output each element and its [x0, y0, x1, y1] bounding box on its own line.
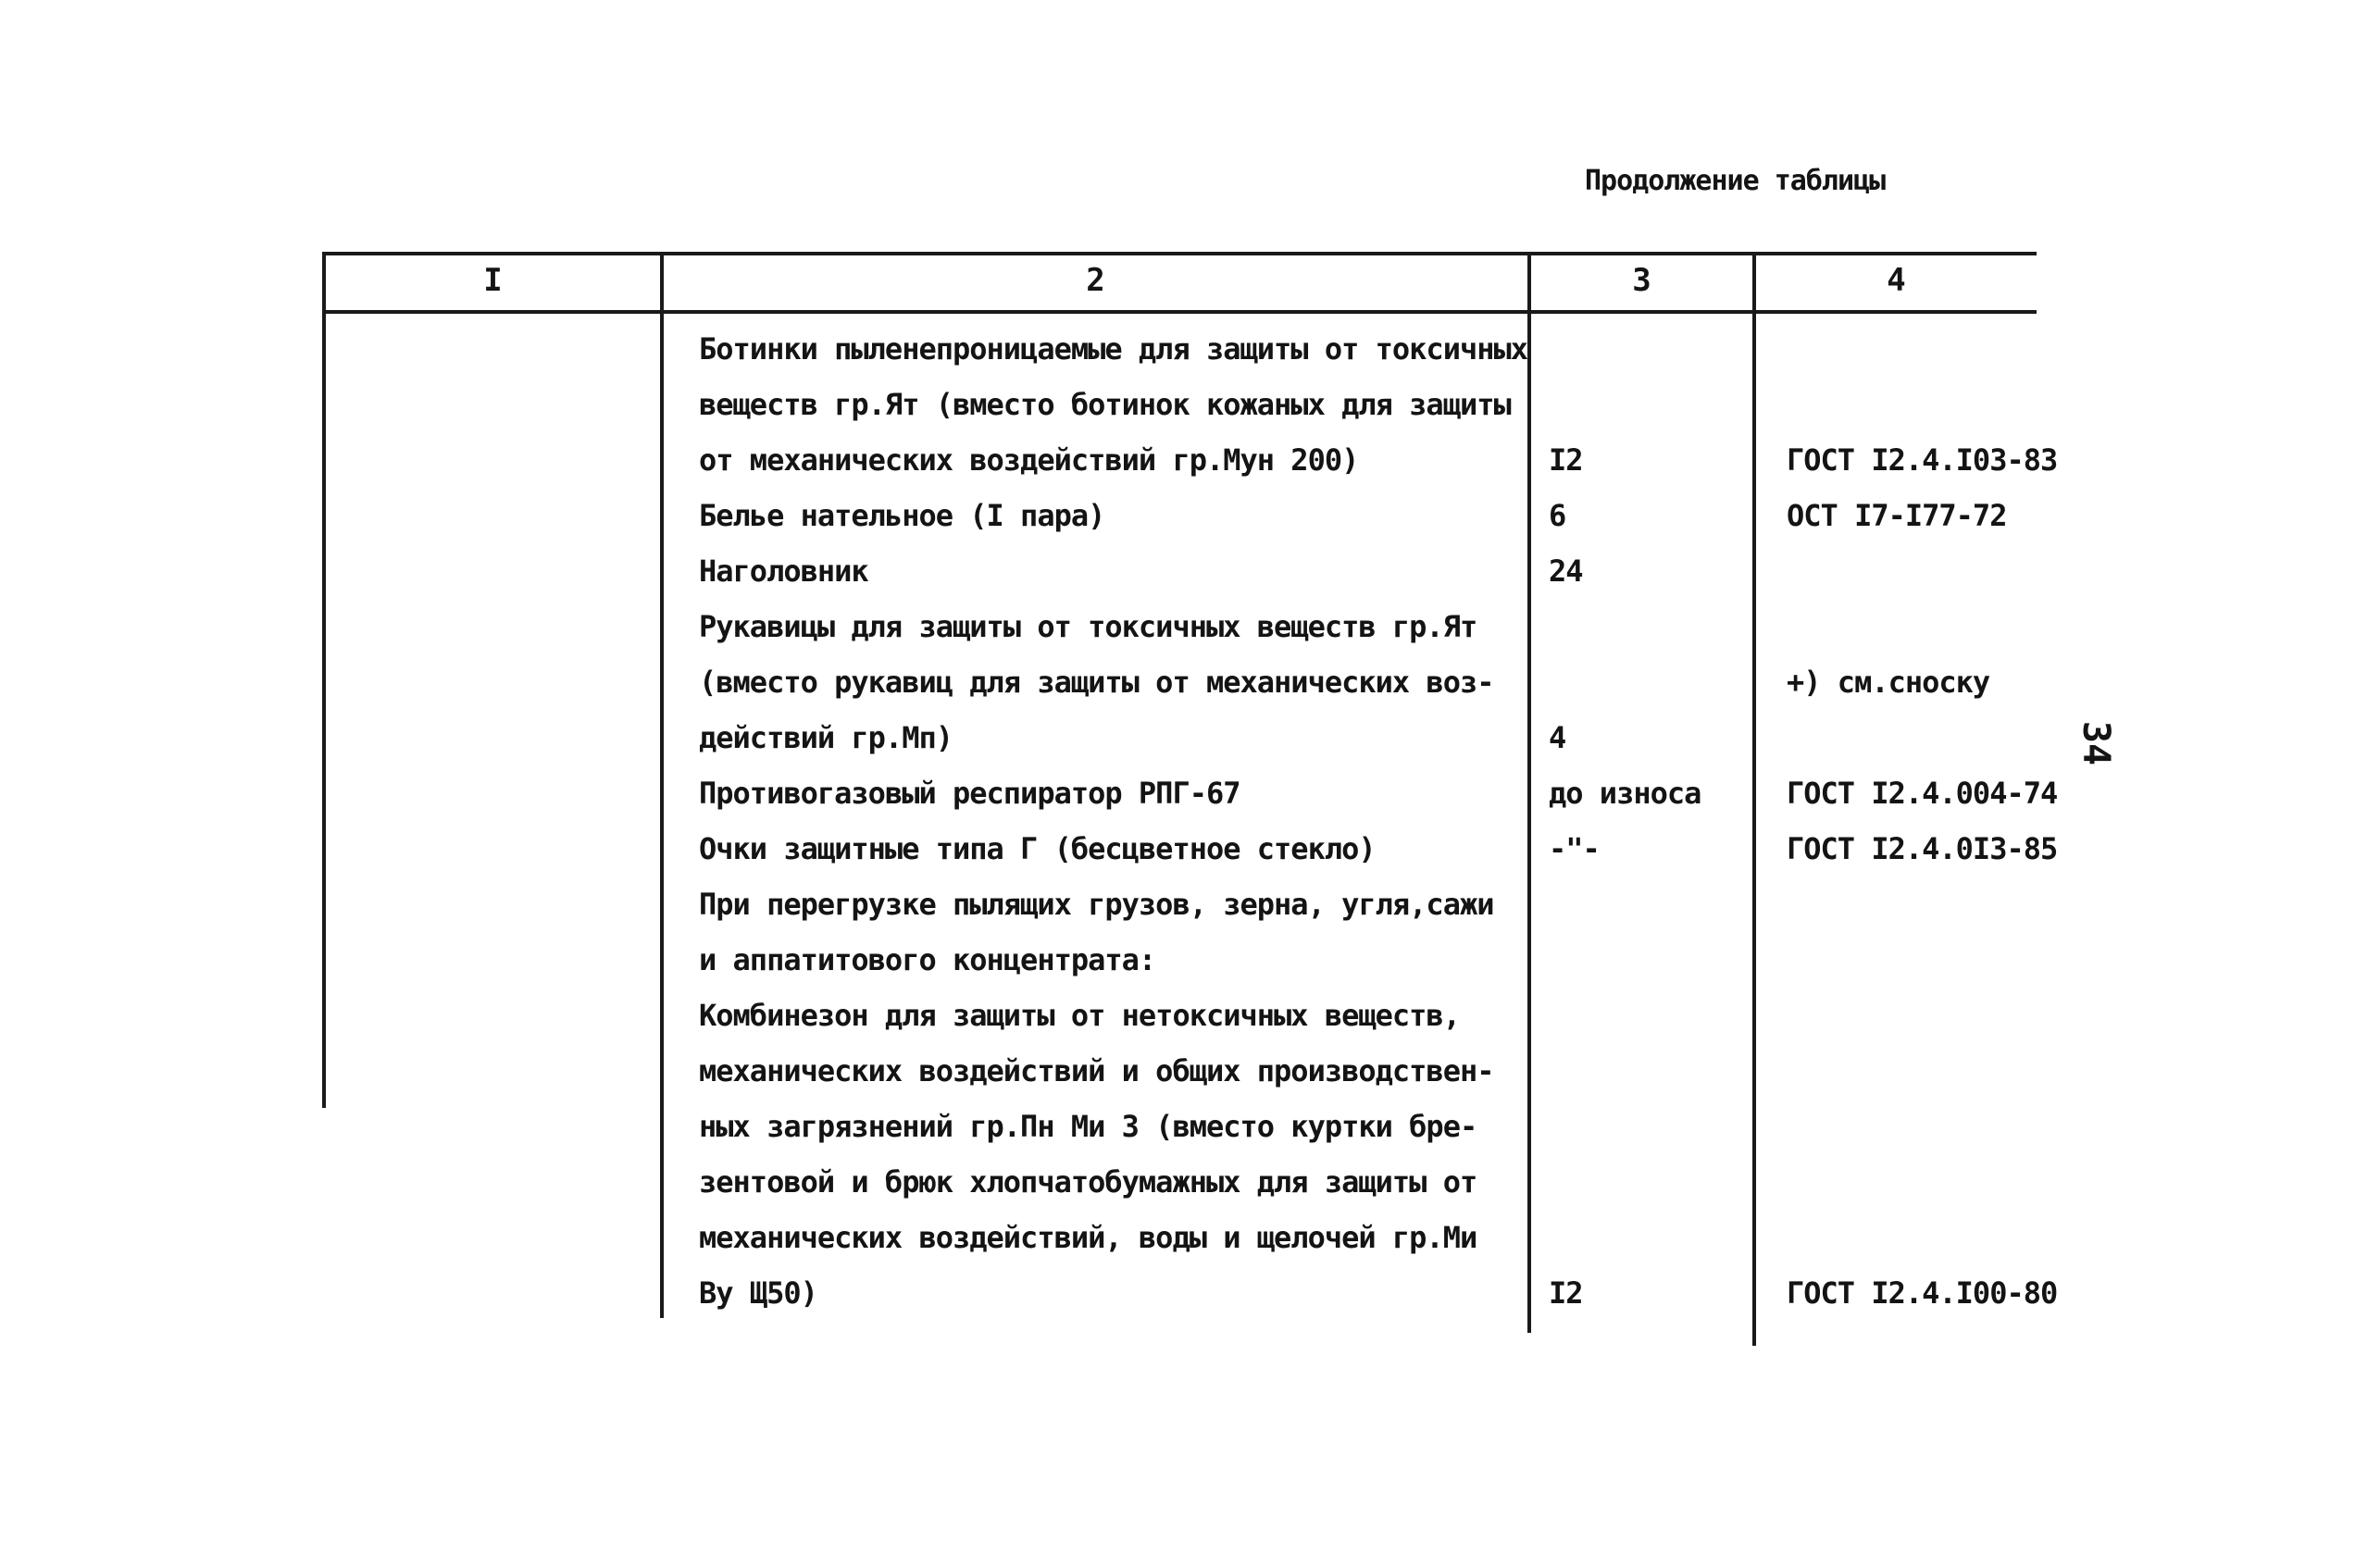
table-row: [0, 488, 2380, 543]
header-bottom-rule: [324, 310, 2037, 314]
table-row: [0, 765, 2380, 821]
table-row: [0, 599, 2380, 654]
qty-cell: I2: [1549, 1275, 1583, 1311]
standard-cell: ОСТ I7-I77-72: [1787, 498, 2007, 533]
item-cell: Белье нательное (I пара): [699, 498, 1105, 533]
item-cell: При перегрузке пылящих грузов, зерна, угля,сажи: [699, 887, 1494, 922]
table-row: [0, 377, 2380, 432]
item-cell: Ву Щ50): [699, 1275, 817, 1311]
qty-cell: I2: [1549, 442, 1583, 478]
standard-cell: ГОСТ I2.4.I00-80: [1787, 1275, 2058, 1311]
item-cell: Противогазовый респиратор РПГ-67: [699, 776, 1240, 811]
qty-cell: 4: [1549, 720, 1566, 755]
table-top-rule: [324, 252, 2037, 255]
table-row: [0, 1043, 2380, 1099]
table-row: [0, 654, 2380, 710]
column-header-4: 4: [1887, 262, 1906, 299]
qty-cell: -"-: [1549, 831, 1600, 866]
item-cell: веществ гр.Ят (вместо ботинок кожаных для защиты: [699, 387, 1511, 422]
standard-cell: ГОСТ I2.4.004-74: [1787, 776, 2058, 811]
item-cell: Очки защитные типа Г (бесцветное стекло): [699, 831, 1376, 866]
standard-cell: ГОСТ I2.4.0I3-85: [1787, 831, 2058, 866]
qty-cell: до износа: [1549, 776, 1701, 811]
column-header-3: 3: [1632, 262, 1651, 299]
item-cell: (вместо рукавиц для защиты от механических воз-: [699, 665, 1494, 700]
qty-cell: 24: [1549, 553, 1583, 589]
table-row: [0, 321, 2380, 377]
continuation-heading: Продолжение таблицы: [1585, 165, 1886, 197]
table-row: [0, 877, 2380, 932]
item-cell: действий гр.Мп): [699, 720, 953, 755]
column-header-2: 2: [1086, 262, 1105, 299]
table-row: [0, 1099, 2380, 1154]
column-header-1: I: [483, 262, 503, 299]
item-cell: и аппатитового концентрата:: [699, 942, 1156, 977]
qty-cell: 6: [1549, 498, 1566, 533]
page-number: 34: [2075, 720, 2118, 766]
table-row: [0, 932, 2380, 988]
item-cell: Наголовник: [699, 553, 868, 589]
item-cell: механических воздействий, воды и щелочей гр.Ми: [699, 1220, 1477, 1255]
item-cell: ных загрязнений гр.Пн Ми З (вместо куртки бре-: [699, 1109, 1477, 1144]
table-row: [0, 543, 2380, 599]
table-row: [0, 988, 2380, 1043]
table-row: [0, 1154, 2380, 1210]
item-cell: от механических воздействий гр.Мун 200): [699, 442, 1359, 478]
item-cell: Рукавицы для защиты от токсичных веществ гр.Ят: [699, 609, 1477, 644]
standard-cell: ГОСТ I2.4.I03-83: [1787, 442, 2058, 478]
table-row: [0, 1265, 2380, 1321]
standard-cell: +) см.сноску: [1787, 665, 1990, 700]
item-cell: механических воздействий и общих производствен-: [699, 1053, 1494, 1088]
table-row: [0, 1210, 2380, 1265]
item-cell: Ботинки пыленепроницаемые для защиты от токсичных: [699, 331, 1528, 367]
table-row: [0, 432, 2380, 488]
item-cell: Комбинезон для защиты от нетоксичных веществ,: [699, 998, 1460, 1033]
table-row: [0, 710, 2380, 765]
item-cell: зентовой и брюк хлопчатобумажных для защиты от: [699, 1164, 1477, 1200]
table-row: [0, 821, 2380, 877]
